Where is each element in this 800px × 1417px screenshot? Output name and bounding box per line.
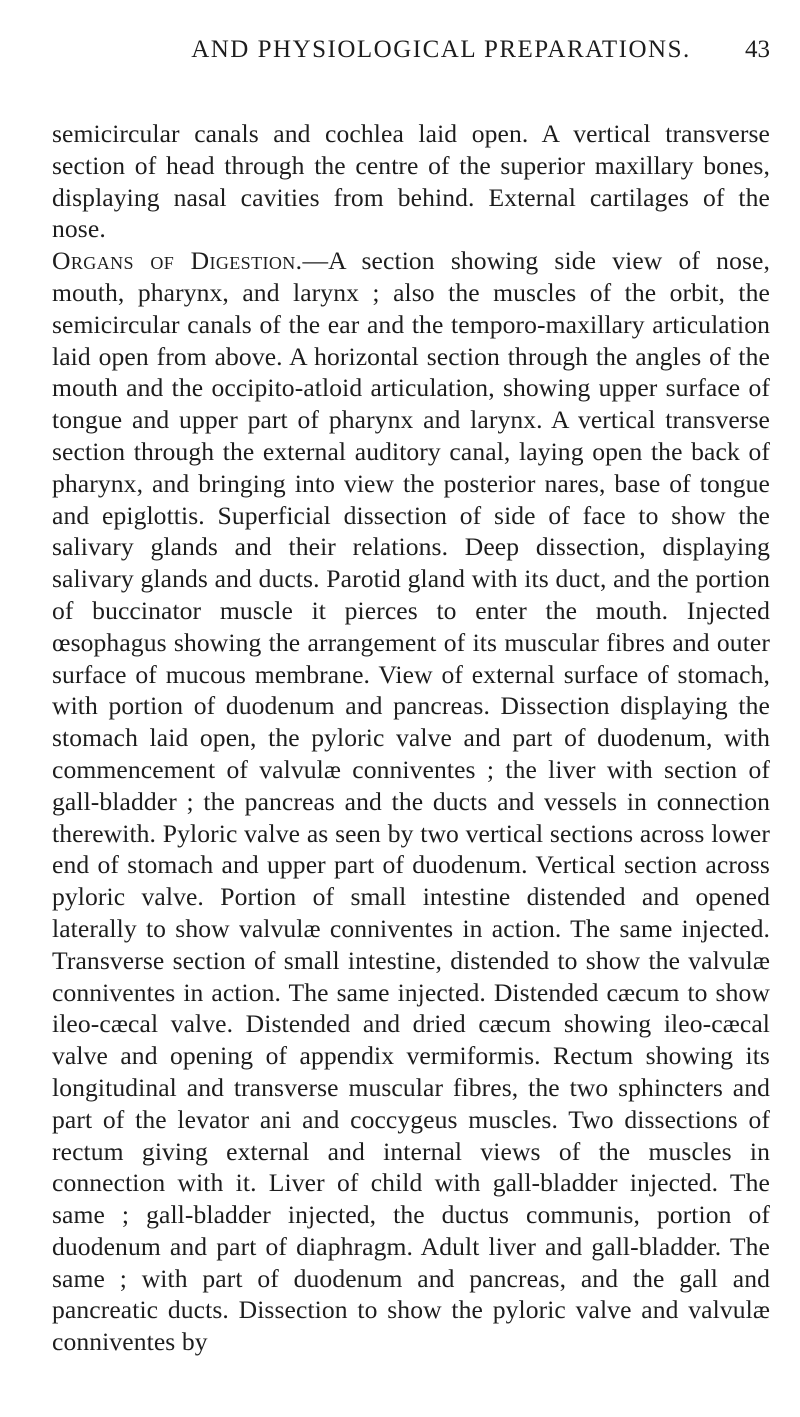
paragraph-organs-of-digestion: [52, 245, 770, 1358]
body-text: [52, 118, 770, 1358]
running-header: [52, 30, 770, 70]
section-heading: Organs of Digestion.: [52, 246, 303, 276]
running-title: AND PHYSIOLOGICAL PREPARATIONS.: [191, 36, 691, 63]
section-text: —A section showing side view of nose, mouth, pharynx, and larynx ; also the muscles of the orbit, the semicircular canals of the ear and the temporo-maxillary articulation laid open from above. A horizontal section through the angles of the mouth and the occipito-atloid articulation, showing upper surface of tongue and upper part of pharynx and larynx. A vertical transverse section through the external auditory canal, laying open the back of pharynx, and bringing into view the posterior nares, base of tongue and epiglottis. Superficial dissection of side of face to show the salivary glands and their relations. Deep dissection, displaying salivary glands and ducts. Parotid gland with its duct, and the portion of buccinator muscle it pierces to enter the mouth. Injected œsophagus showing the arrangement of its muscular fibres and outer surface of mucous membrane. View of external surface of stomach, with portion of duodenum and pancreas. Dissection displaying the stomach laid open, the pyloric valve and part of duodenum, with commencement of valvulæ conniventes ; the liver with section of gall-bladder ; the pancreas and the ducts and vessels in connection therewith. Pyloric valve as seen by two vertical sections across lower end of stomach and upper part of duodenum. Vertical section across pyloric valve. Portion of small intestine distended and opened laterally to show valvulæ conniventes in action. The same injected. Transverse section of small intestine, distended to show the valvulæ conniventes in action. The same injected. Distended cæcum to show ileo-cæcal valve. Distended and dried cæcum showing ileo-cæcal valve and opening of appendix vermiformis. Rectum showing its longitudinal and transverse muscular fibres, the two sphincters and part of the levator ani and coccygeus muscles. Two dissections of rectum giving external and internal views of the muscles in connection with it. Liver of child with gall-bladder injected. The same ; gall-bladder injected, the ductus communis, portion of duodenum and part of diaphragm. Adult liver and gall-bladder. The same ; with part of duodenum and pancreas, and the gall and pancreatic ducts. Dissection to show the pyloric valve and valvulæ conniventes by: [52, 246, 770, 1357]
book-page: [52, 30, 770, 1400]
page-number: 43: [745, 36, 770, 63]
paragraph-continuation: semicircular canals and cochlea laid open. A vertical transverse section of head through the centre of the superior maxillary bones, displaying nasal cavities from behind. External cartilages of the nose.: [52, 119, 770, 244]
